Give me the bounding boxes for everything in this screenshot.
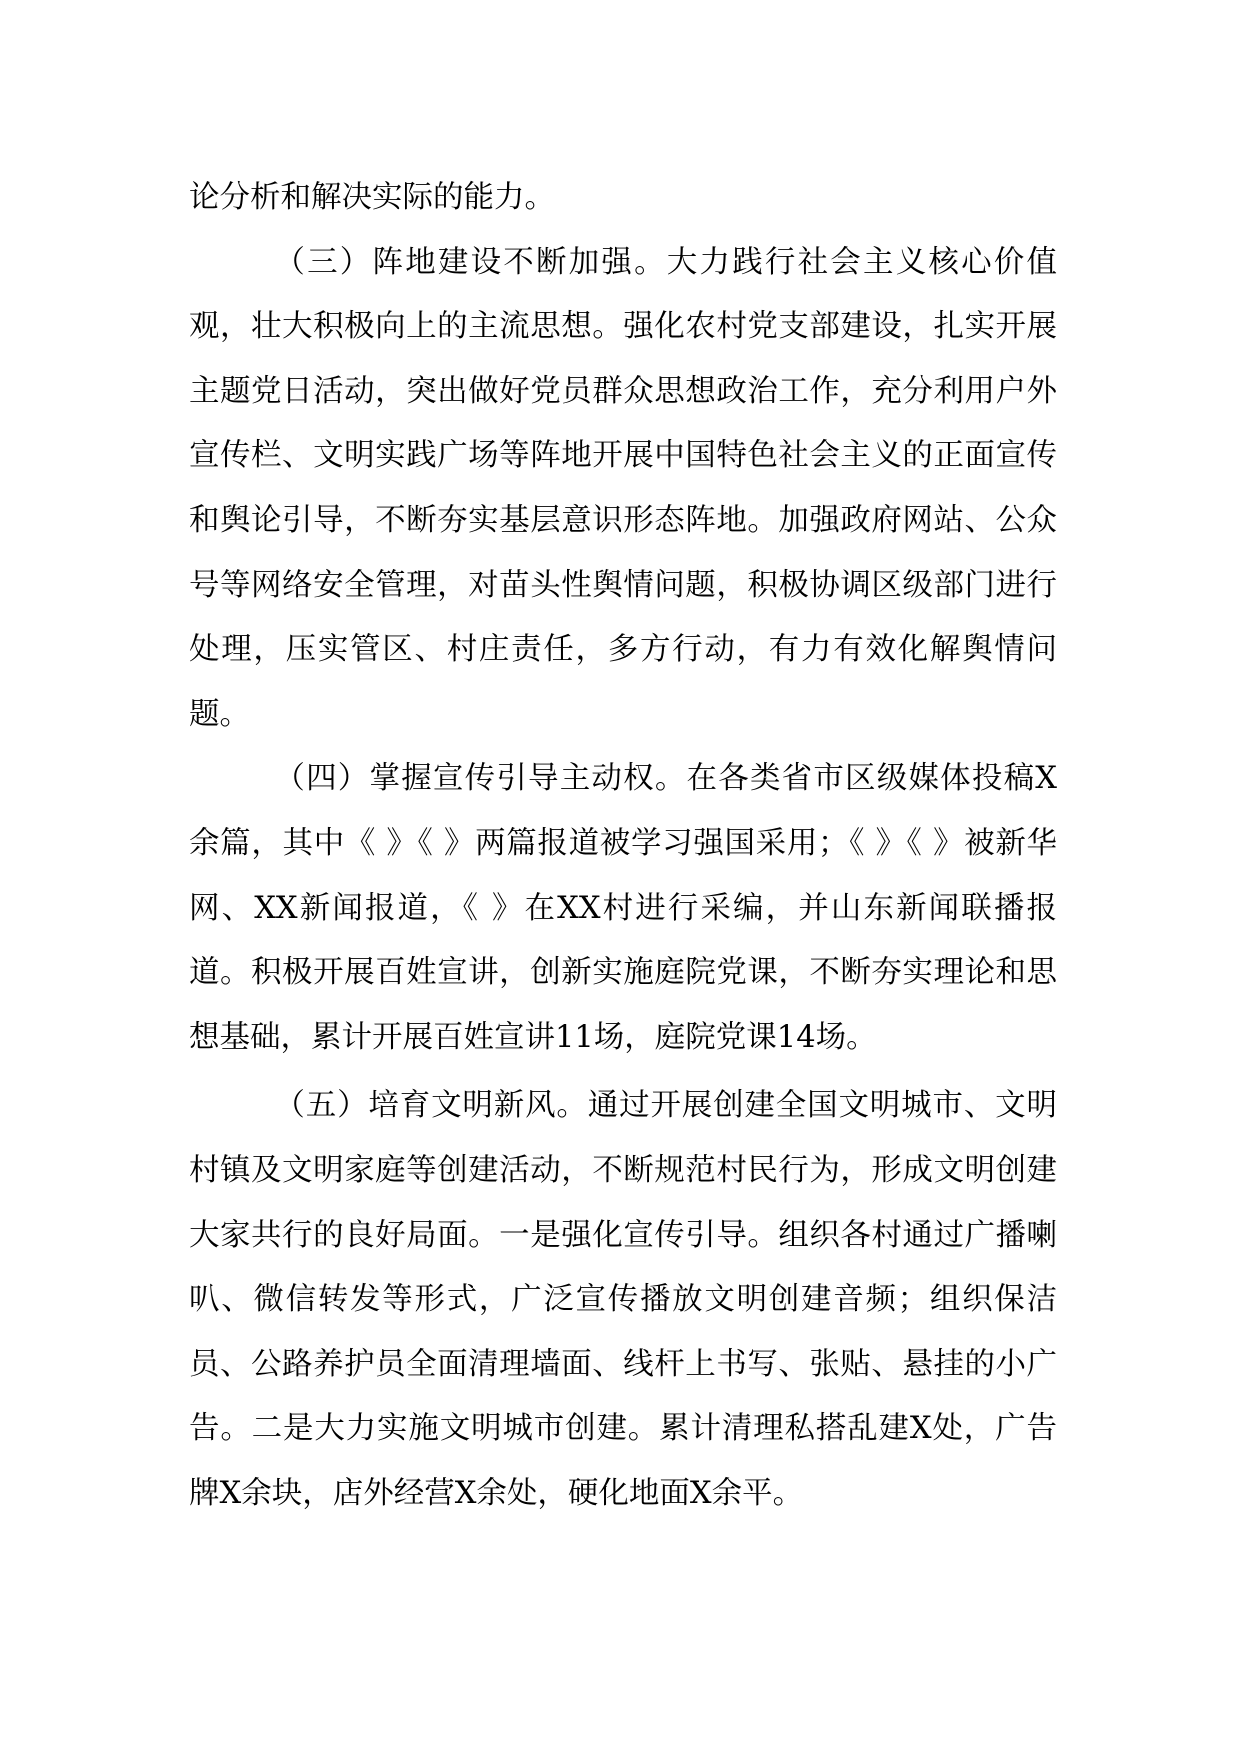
paragraph-section-4: （四）掌握宣传引导主动权。在各类省市区级媒体投稿X余篇，其中《 》《 》两篇报道被学习强国采用；《 》《 》被新华网、XX新闻报道，《 》在XX村进行采编，并山东新闻联播报道。积极开展百姓宣讲，创新实施庭院党课，不断夯实理论和思想基础，累计开展百姓宣讲11场，庭院党课14场。 <box>189 761 1057 1055</box>
paragraph-section-3: （三）阵地建设不断加强。大力践行社会主义核心价值观，壮大积极向上的主流思想。强化农村党支部建设，扎实开展主题党日活动，突出做好党员群众思想政治工作，充分利用户外宣传栏、文明实践广场等阵地开展中国特色社会主义的正面宣传和舆论引导，不断夯实基层意识形态阵地。加强政府网站、公众号等网络安全管理，对苗头性舆情问题，积极协调区级部门进行处理，压实管区、村庄责任，多方行动，有力有效化解舆情问题。 <box>189 244 1057 732</box>
paragraph-continuation: 论分析和解决实际的能力。 <box>189 180 555 215</box>
document-body <box>189 166 1057 1526</box>
paragraph-section-5: （五）培育文明新风。通过开展创建全国文明城市、文明村镇及文明家庭等创建活动，不断规范村民行为，形成文明创建大家共行的良好局面。一是强化宣传引导。组织各村通过广播喇叭、微信转发等形式，广泛宣传播放文明创建音频；组织保洁员、公路养护员全面清理墙面、线杆上书写、张贴、悬挂的小广告。二是大力实施文明城市创建。累计清理私搭乱建X处，广告牌X余块，店外经营X余处，硬化地面X余平。 <box>189 1088 1057 1511</box>
